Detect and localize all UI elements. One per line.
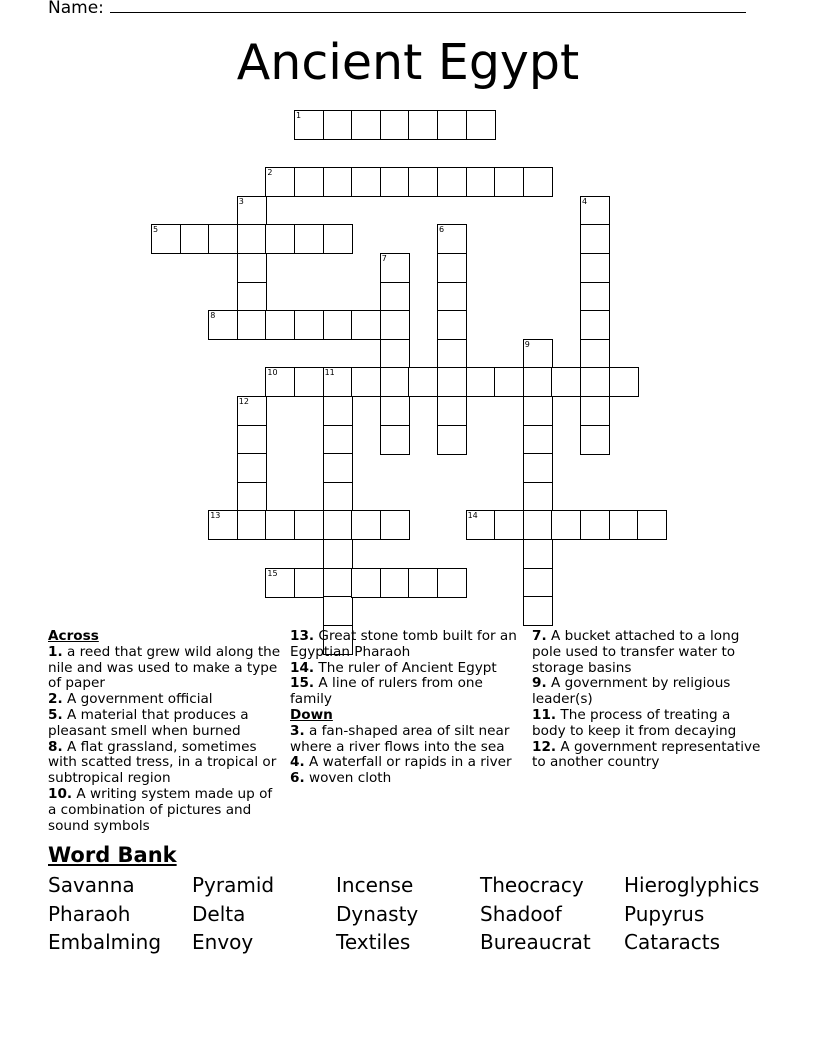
crossword-cell[interactable] — [494, 510, 524, 540]
clue — [532, 740, 764, 772]
crossword-cell[interactable] — [580, 396, 610, 426]
crossword-cell[interactable] — [408, 167, 438, 197]
crossword-cell[interactable] — [494, 167, 524, 197]
crossword-cell[interactable] — [408, 367, 438, 397]
clue-number: 10. — [48, 785, 73, 802]
clue — [290, 724, 522, 756]
clue-number: 2 — [267, 168, 273, 178]
word-bank-item: Savanna — [48, 873, 135, 897]
crossword-cell[interactable] — [437, 110, 467, 140]
crossword-cell[interactable] — [208, 310, 238, 340]
down-heading: Down — [290, 706, 333, 723]
crossword-cell[interactable] — [580, 253, 610, 283]
word-bank-item: Pupyrus — [624, 902, 705, 926]
crossword-cell[interactable] — [580, 425, 610, 455]
crossword-cell[interactable] — [294, 568, 324, 598]
crossword-cell[interactable] — [323, 539, 353, 569]
crossword-cell[interactable] — [351, 367, 381, 397]
crossword-cell[interactable] — [294, 510, 324, 540]
crossword-cell[interactable] — [265, 167, 295, 197]
clue-number: 1 — [296, 111, 302, 120]
clue-column-2 — [290, 629, 522, 787]
crossword-cell[interactable] — [380, 253, 410, 283]
clue — [290, 676, 522, 708]
crossword-cell[interactable] — [237, 253, 267, 283]
crossword-cell[interactable] — [523, 510, 553, 540]
crossword-cell[interactable] — [466, 510, 496, 540]
clue-number: 4 — [582, 196, 588, 206]
crossword-cell[interactable] — [323, 453, 353, 483]
clue-number: 14 — [467, 511, 478, 521]
clue-number: 12 — [238, 397, 249, 406]
crossword-cell[interactable] — [437, 425, 467, 455]
word-bank-item: Dynasty — [336, 902, 419, 926]
crossword-cell[interactable] — [323, 224, 353, 254]
clue — [48, 692, 284, 708]
clue — [290, 755, 522, 771]
crossword-cell[interactable] — [237, 224, 267, 254]
clue-text: A government official — [66, 691, 213, 708]
crossword-cell[interactable] — [351, 310, 381, 340]
crossword-cell[interactable] — [523, 596, 553, 626]
word-bank-item: Delta — [192, 902, 246, 926]
clue-number: 4. — [290, 754, 305, 771]
clue — [290, 771, 522, 787]
clue — [48, 740, 284, 787]
clue — [48, 708, 284, 740]
clue-number: 1. — [48, 643, 63, 660]
clue-number: 14. — [290, 659, 315, 676]
clue-number: 9. — [532, 675, 547, 692]
clue-number: 13. — [290, 628, 315, 644]
crossword-cell[interactable] — [380, 510, 410, 540]
crossword-cell[interactable] — [294, 310, 324, 340]
crossword-cell[interactable] — [437, 367, 467, 397]
crossword-cell[interactable] — [237, 482, 267, 512]
name-field[interactable] — [48, 0, 746, 18]
crossword-cell[interactable] — [323, 367, 353, 397]
clue-text: The ruler of Ancient Egypt — [318, 659, 497, 676]
crossword-cell[interactable] — [437, 167, 467, 197]
crossword-cell[interactable] — [265, 510, 295, 540]
word-bank-item: Pyramid — [192, 873, 275, 897]
clue-text: A government by religious leader(s) — [532, 675, 731, 708]
crossword-cell[interactable] — [180, 224, 210, 254]
crossword-cell[interactable] — [265, 224, 295, 254]
word-bank-item: Incense — [336, 873, 414, 897]
crossword-cell[interactable] — [237, 196, 267, 226]
clue-number: 5. — [48, 706, 63, 723]
crossword-cell[interactable] — [466, 367, 496, 397]
crossword-cell[interactable] — [265, 310, 295, 340]
crossword-cell[interactable] — [580, 367, 610, 397]
clue — [48, 645, 284, 692]
crossword-cell[interactable] — [237, 282, 267, 312]
word-bank-item: Embalming — [48, 930, 162, 954]
crossword-cell[interactable] — [437, 224, 467, 254]
clue-text: A government representative to another country — [532, 738, 761, 771]
crossword-cell[interactable] — [323, 167, 353, 197]
crossword-cell[interactable] — [580, 282, 610, 312]
clue-number: 3 — [238, 196, 244, 206]
clue-number: 10 — [267, 368, 278, 378]
crossword-cell[interactable] — [609, 510, 639, 540]
crossword-cell[interactable] — [380, 339, 410, 369]
crossword-cell[interactable] — [523, 167, 553, 197]
crossword-cell[interactable] — [437, 282, 467, 312]
clue-number: 12. — [532, 738, 557, 755]
page-title: Ancient Egypt — [236, 34, 580, 91]
word-bank-item: Textiles — [336, 930, 411, 954]
crossword-cell[interactable] — [294, 110, 324, 140]
crossword-cell[interactable] — [523, 568, 553, 598]
crossword-cell[interactable] — [351, 510, 381, 540]
clue-number: 2. — [48, 691, 63, 708]
crossword-cell[interactable] — [380, 310, 410, 340]
crossword-cell[interactable] — [523, 339, 553, 369]
crossword-cell[interactable] — [580, 224, 610, 254]
clue-number: 3. — [290, 722, 305, 739]
crossword-cell[interactable] — [237, 453, 267, 483]
clue-number: 7. — [532, 628, 547, 644]
crossword-cell[interactable] — [323, 110, 353, 140]
crossword-cell[interactable] — [380, 396, 410, 426]
crossword-cell[interactable] — [380, 568, 410, 598]
crossword-cell[interactable] — [237, 425, 267, 455]
clue-number: 6 — [439, 225, 445, 235]
name-label: Name: — [48, 0, 104, 18]
clue-text: A material that produces a pleasant smell when burned — [48, 706, 249, 739]
clue-number: 11. — [532, 706, 557, 723]
crossword-cell[interactable] — [523, 425, 553, 455]
crossword-cell[interactable] — [323, 310, 353, 340]
crossword-cell[interactable] — [323, 396, 353, 426]
crossword-cell[interactable] — [294, 367, 324, 397]
clue — [532, 708, 764, 740]
crossword-cell[interactable] — [466, 110, 496, 140]
crossword-cell[interactable] — [437, 253, 467, 283]
crossword-cell[interactable] — [380, 167, 410, 197]
crossword-cell[interactable] — [294, 224, 324, 254]
word-bank-title: Word Bank — [48, 843, 177, 867]
word-bank-item: Bureaucrat — [480, 930, 591, 954]
crossword-cell[interactable] — [523, 367, 553, 397]
clue — [48, 787, 284, 834]
crossword-cell[interactable] — [380, 367, 410, 397]
clue-text: The process of treating a body to keep it from decaying — [532, 706, 737, 739]
crossword-cell[interactable] — [323, 482, 353, 512]
clue-text: a fan-shaped area of silt near where a river flows into the sea — [290, 722, 510, 755]
name-blank-line[interactable] — [110, 0, 746, 13]
crossword-cell[interactable] — [580, 339, 610, 369]
crossword-cell[interactable] — [380, 110, 410, 140]
crossword-cell[interactable] — [265, 367, 295, 397]
word-bank-item: Hieroglyphics — [624, 873, 760, 897]
crossword-cell[interactable] — [408, 568, 438, 598]
clue-number: 11 — [324, 368, 335, 378]
word-bank-item: Theocracy — [480, 873, 584, 897]
crossword-cell[interactable] — [151, 224, 181, 254]
crossword-cell[interactable] — [351, 167, 381, 197]
crossword-cell[interactable] — [523, 539, 553, 569]
clue-number: 15 — [267, 568, 278, 578]
crossword-cell[interactable] — [580, 310, 610, 340]
crossword-cell[interactable] — [351, 110, 381, 140]
crossword-cell[interactable] — [437, 568, 467, 598]
word-bank-item: Pharaoh — [48, 902, 131, 926]
clue — [532, 676, 764, 708]
clue — [290, 661, 522, 677]
crossword-cell[interactable] — [437, 310, 467, 340]
crossword-cell[interactable] — [580, 510, 610, 540]
crossword-cell[interactable] — [237, 510, 267, 540]
clue-text: A writing system made up of a combination of pictures and sound symbols — [48, 785, 273, 834]
crossword-cell[interactable] — [437, 339, 467, 369]
crossword-cell[interactable] — [351, 568, 381, 598]
clue-number: 8. — [48, 738, 63, 755]
clue-number: 8 — [210, 311, 216, 321]
word-bank-item: Shadoof — [480, 902, 562, 926]
clue-number: 6. — [290, 770, 305, 787]
crossword-cell[interactable] — [494, 367, 524, 397]
clue-number: 9 — [524, 339, 530, 349]
crossword-cell[interactable] — [437, 396, 467, 426]
crossword-cell[interactable] — [408, 110, 438, 140]
clue-column-1 — [48, 629, 284, 834]
crossword-cell[interactable] — [323, 425, 353, 455]
crossword-cell[interactable] — [609, 367, 639, 397]
clue-number: 13 — [210, 511, 221, 521]
crossword-cell[interactable] — [380, 282, 410, 312]
crossword-cell[interactable] — [237, 310, 267, 340]
word-bank-item: Cataracts — [624, 930, 721, 954]
crossword-cell[interactable] — [580, 196, 610, 226]
crossword-cell[interactable] — [380, 425, 410, 455]
crossword-cell[interactable] — [466, 167, 496, 197]
crossword-cell[interactable] — [523, 453, 553, 483]
clue-text: A waterfall or rapids in a river — [308, 754, 512, 771]
clue-number: 7 — [381, 254, 387, 263]
crossword-cell[interactable] — [323, 568, 353, 598]
crossword-cell[interactable] — [523, 396, 553, 426]
clue — [532, 629, 764, 676]
clue-number: 5 — [153, 225, 159, 235]
crossword-cell[interactable] — [323, 510, 353, 540]
crossword-cell[interactable] — [208, 224, 238, 254]
crossword-cell[interactable] — [323, 596, 353, 626]
crossword-cell[interactable] — [237, 396, 267, 426]
clue-text: A bucket attached to a long pole used to transfer water to storage basins — [532, 628, 740, 676]
clue-text: A flat grassland, sometimes with scatted tress, in a tropical or subtropical region — [48, 738, 277, 787]
clue-text: A line of rulers from one family — [290, 675, 483, 708]
word-bank-item: Envoy — [192, 930, 254, 954]
clue-text: Great stone tomb built for an Egyptian Pharaoh — [290, 628, 517, 660]
crossword-cell[interactable] — [551, 367, 581, 397]
across-heading: Across — [48, 628, 99, 644]
clue — [290, 629, 522, 661]
crossword-cell[interactable] — [294, 167, 324, 197]
crossword-cell[interactable] — [551, 510, 581, 540]
crossword-cell[interactable] — [208, 510, 238, 540]
crossword-cell[interactable] — [637, 510, 667, 540]
crossword-cell[interactable] — [523, 482, 553, 512]
clue-text: woven cloth — [308, 770, 392, 787]
clue-text: a reed that grew wild along the nile and was used to make a type of paper — [48, 643, 281, 692]
clue-column-3 — [532, 629, 764, 771]
crossword-cell[interactable] — [265, 568, 295, 598]
clue-number: 15. — [290, 675, 315, 692]
